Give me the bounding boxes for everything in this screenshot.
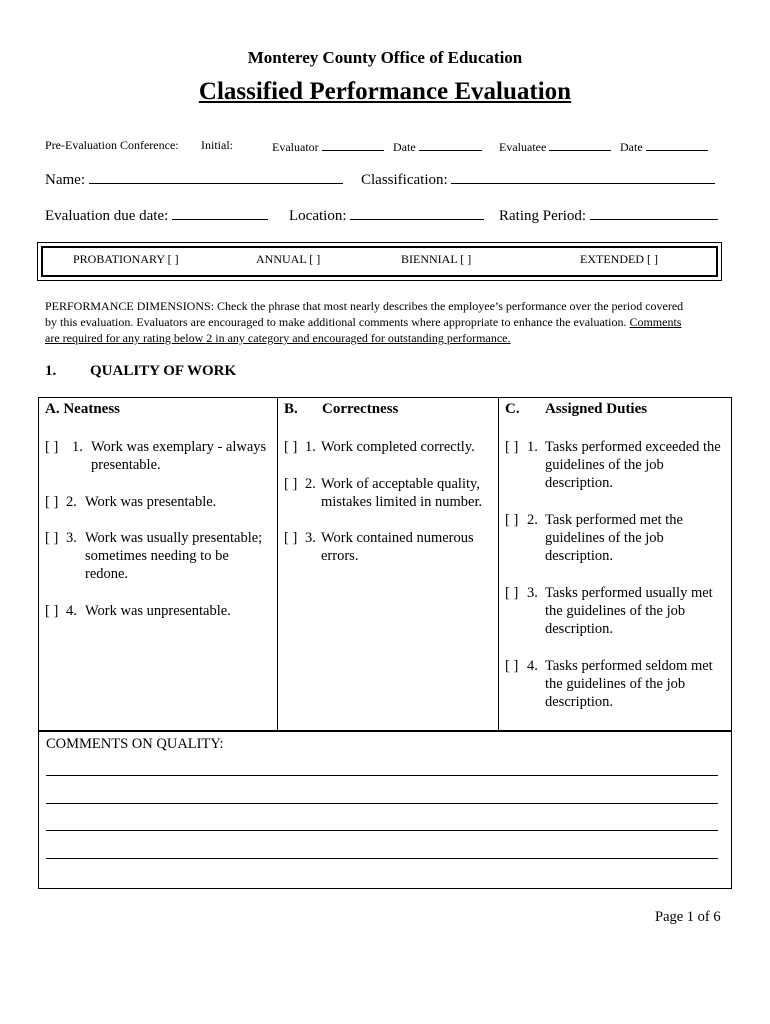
rating-period-blank[interactable]: [590, 207, 718, 220]
classification-blank[interactable]: [451, 171, 715, 184]
option-number: 4.: [66, 603, 77, 619]
option-text: Work was presentable.: [85, 494, 217, 510]
assigned-duties-heading: Assigned Duties: [545, 401, 648, 417]
assigned-duties-letter: C.: [505, 401, 520, 417]
evaluator-label: Evaluator: [272, 140, 319, 154]
performance-instructions: [45, 298, 725, 346]
option-number: 3.: [527, 585, 538, 601]
evaluation-type-box: [37, 242, 722, 281]
duties-option-1[interactable]: [505, 438, 729, 494]
neatness-option-2[interactable]: [45, 493, 275, 513]
neatness-option-3[interactable]: [45, 529, 275, 585]
due-date-label: Evaluation due date:: [45, 208, 169, 224]
organization-name: Monterey County Office of Education: [247, 48, 523, 67]
comment-line-3[interactable]: [46, 830, 718, 831]
comments-label: COMMENTS ON QUALITY:: [46, 736, 224, 752]
date2-blank[interactable]: [646, 138, 708, 151]
option-number: 1.: [527, 439, 538, 455]
column-correctness: [277, 398, 499, 731]
checkbox[interactable]: [ ]: [505, 658, 519, 674]
option-number: 2.: [305, 476, 316, 492]
column-assigned-duties: [498, 398, 732, 731]
checkbox[interactable]: [ ]: [505, 585, 519, 601]
checkbox[interactable]: [ ]: [45, 530, 59, 546]
option-text: Work of acceptable quality, mistakes limited in number.: [321, 476, 483, 510]
evaluator-field[interactable]: [272, 138, 384, 155]
comment-line-4[interactable]: [46, 858, 718, 859]
due-date-blank[interactable]: [172, 207, 268, 220]
option-text: Work completed correctly.: [321, 439, 475, 455]
neatness-option-4[interactable]: [45, 602, 275, 622]
rating-period-label: Rating Period:: [499, 208, 587, 224]
neatness-option-1[interactable]: [45, 438, 275, 478]
checkbox[interactable]: [ ]: [45, 603, 59, 619]
checkbox[interactable]: [ ]: [284, 439, 298, 455]
evaluator-blank[interactable]: [322, 138, 384, 151]
duties-option-3[interactable]: [505, 584, 729, 640]
checkbox[interactable]: [ ]: [284, 476, 298, 492]
location-field[interactable]: [289, 207, 484, 225]
classification-label: Classification:: [361, 172, 448, 188]
extended-checkbox[interactable]: EXTENDED [ ]: [580, 252, 658, 266]
initial-label: Initial:: [201, 138, 233, 152]
name-field[interactable]: [45, 171, 343, 189]
name-blank[interactable]: [89, 171, 343, 184]
section-title: QUALITY OF WORK: [90, 363, 237, 379]
date1-label: Date: [393, 140, 416, 154]
date1-field[interactable]: [393, 138, 482, 155]
date2-label: Date: [620, 140, 643, 154]
section-number: 1.: [45, 363, 57, 379]
due-date-field[interactable]: [45, 207, 268, 225]
location-blank[interactable]: [350, 207, 484, 220]
comment-line-1[interactable]: [46, 775, 718, 776]
option-text: Work was usually presentable; sometimes needing to be redone.: [85, 530, 263, 582]
duties-option-2[interactable]: [505, 511, 729, 567]
pre-eval-label: Pre-Evaluation Conference:: [45, 138, 179, 152]
correctness-option-2[interactable]: [284, 475, 496, 515]
checkbox[interactable]: [ ]: [505, 439, 519, 455]
option-text: Tasks performed exceeded the guidelines of the job description.: [545, 439, 721, 491]
comments-box[interactable]: [38, 730, 732, 889]
instructions-line1: PERFORMANCE DIMENSIONS: Check the phrase that most nearly describes the employee’s performance over the period covered: [45, 299, 684, 313]
option-text: Work contained numerous errors.: [321, 530, 474, 564]
duties-option-4[interactable]: [505, 657, 729, 713]
checkbox[interactable]: [ ]: [45, 439, 59, 455]
option-number: 2.: [527, 512, 538, 528]
column-neatness: [39, 398, 277, 731]
option-text: Work was exemplary - always presentable.: [91, 439, 267, 473]
instructions-comments-word: Comments: [629, 315, 682, 329]
option-text: Tasks performed usually met the guidelines of the job description.: [545, 585, 713, 637]
location-label: Location:: [289, 208, 347, 224]
page-number: Page 1 of 6: [655, 909, 721, 925]
date2-field[interactable]: [620, 138, 708, 155]
evaluatee-field[interactable]: [499, 138, 611, 155]
biennial-checkbox[interactable]: BIENNIAL [ ]: [401, 252, 472, 266]
rating-period-field[interactable]: [499, 207, 718, 225]
checkbox[interactable]: [ ]: [505, 512, 519, 528]
option-number: 3.: [305, 530, 316, 546]
instructions-line2: by this evaluation. Evaluators are encouraged to make additional comments where appropriate to enhance the evaluation.: [45, 315, 630, 329]
correctness-heading: Correctness: [322, 401, 399, 417]
form-title: Classified Performance Evaluation: [198, 78, 572, 105]
evaluatee-label: Evaluatee: [499, 140, 547, 154]
option-text: Work was unpresentable.: [85, 603, 231, 619]
option-number: 2.: [66, 494, 77, 510]
option-number: 3.: [66, 530, 77, 546]
probationary-checkbox[interactable]: PROBATIONARY [ ]: [73, 252, 179, 266]
comment-line-2[interactable]: [46, 803, 718, 804]
option-number: 1.: [72, 439, 83, 455]
evaluatee-blank[interactable]: [549, 138, 611, 151]
neatness-heading: A. Neatness: [45, 401, 120, 417]
name-label: Name:: [45, 172, 85, 188]
date1-blank[interactable]: [419, 138, 482, 151]
option-number: 4.: [527, 658, 538, 674]
correctness-option-3[interactable]: [284, 529, 496, 569]
checkbox[interactable]: [ ]: [284, 530, 298, 546]
option-number: 1.: [305, 439, 316, 455]
correctness-option-1[interactable]: [284, 438, 496, 458]
option-text: Task performed met the guidelines of the job description.: [545, 512, 683, 564]
correctness-letter: B.: [284, 401, 298, 417]
quality-grid: [38, 397, 732, 732]
annual-checkbox[interactable]: ANNUAL [ ]: [256, 252, 321, 266]
instructions-line3: are required for any rating below 2 in any category and encouraged for outstanding performance.: [45, 331, 511, 345]
checkbox[interactable]: [ ]: [45, 494, 59, 510]
option-text: Tasks performed seldom met the guidelines of the job description.: [545, 658, 713, 710]
classification-field[interactable]: [361, 171, 715, 189]
